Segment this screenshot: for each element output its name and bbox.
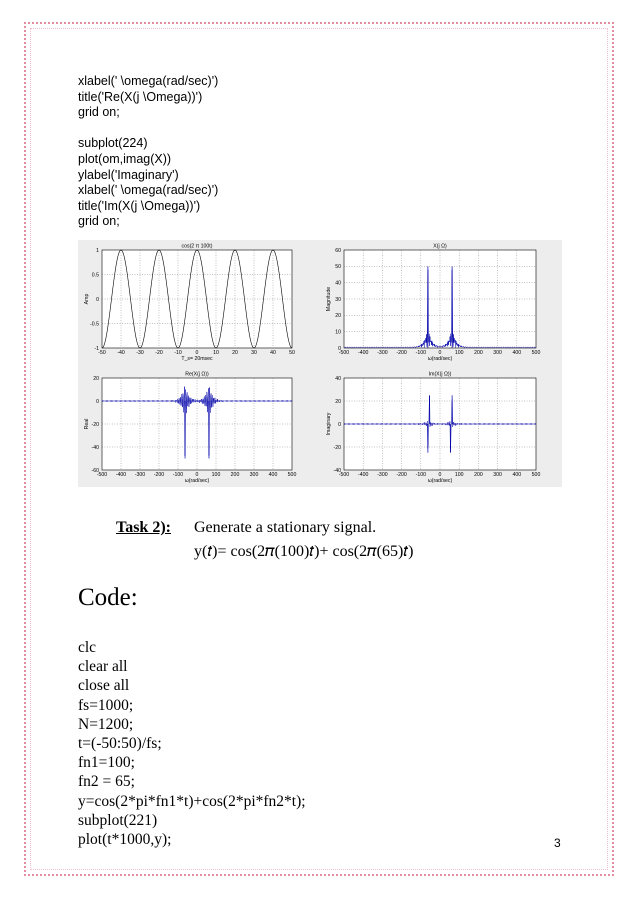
x-tick-label: -400 xyxy=(358,472,369,478)
y-tick-label: -60 xyxy=(91,467,99,474)
x-tick-label: 0 xyxy=(438,350,442,356)
plot-ylabel: Real xyxy=(84,418,90,430)
page-number: 3 xyxy=(554,836,561,850)
code-line: plot(t*1000,y); xyxy=(78,830,172,848)
x-tick-label: -10 xyxy=(174,350,182,356)
plot-title: Re(X(j Ω)) xyxy=(185,371,209,378)
task-description: Generate a stationary signal. xyxy=(194,519,377,536)
y-tick-label: 40 xyxy=(335,375,341,382)
x-tick-label: -100 xyxy=(415,350,426,356)
code-block-bottom xyxy=(78,638,306,849)
x-tick-label: -30 xyxy=(136,350,144,356)
plot-title: X(j Ω) xyxy=(433,243,447,250)
code-line: y=cos(2*pi*fn1*t)+cos(2*pi*fn2*t); xyxy=(78,792,306,810)
y-tick-label: 30 xyxy=(335,296,341,303)
x-tick-label: -400 xyxy=(115,472,127,478)
x-tick-label: -100 xyxy=(415,472,426,478)
matlab-figure xyxy=(78,240,562,487)
x-tick-label: 40 xyxy=(270,350,276,356)
plot-xlabel: ω(rad/sec) xyxy=(427,356,453,362)
x-tick-label: 0 xyxy=(195,472,199,478)
y-tick-label: 10 xyxy=(335,329,341,336)
code-heading: Code: xyxy=(78,584,138,611)
y-tick-label: 0.5 xyxy=(91,272,99,279)
y-tick-label: 20 xyxy=(93,375,99,382)
code-block-top xyxy=(78,74,218,230)
x-tick-label: 20 xyxy=(232,350,238,356)
x-tick-label: -300 xyxy=(377,350,388,356)
code-line: t=(-50:50)/fs; xyxy=(78,734,162,752)
x-tick-label: -500 xyxy=(96,472,108,478)
y-tick-label: 1 xyxy=(96,247,99,254)
x-tick-label: 400 xyxy=(512,350,522,356)
code-line: ylabel('Imaginary') xyxy=(78,167,179,182)
x-tick-label: 200 xyxy=(230,472,240,478)
y-tick-label: -1 xyxy=(94,345,99,352)
x-tick-label: 300 xyxy=(493,472,502,478)
x-tick-label: 400 xyxy=(512,472,522,478)
code-line: fn2 = 65; xyxy=(78,773,135,791)
x-tick-label: 100 xyxy=(454,350,464,356)
y-tick-label: -0.5 xyxy=(90,321,99,328)
x-tick-label: -200 xyxy=(153,472,165,478)
code-line: title('Re(X(j \Omega))') xyxy=(78,89,203,104)
y-tick-label: -40 xyxy=(333,467,341,474)
x-tick-label: 30 xyxy=(251,350,257,356)
task-equation: y(𝑡)= cos(2𝜋(100)𝑡)+ cos(2𝜋(65)𝑡) xyxy=(194,543,414,560)
x-tick-label: 500 xyxy=(531,350,541,356)
y-tick-label: 0 xyxy=(338,345,341,352)
x-tick-label: 500 xyxy=(287,472,297,478)
y-tick-label: 60 xyxy=(335,247,341,254)
code-line: fn1=100; xyxy=(78,754,135,772)
task-label: Task 2): xyxy=(116,519,171,536)
y-tick-label: 0 xyxy=(96,296,99,303)
plot-ylabel: Amp xyxy=(84,293,90,305)
code-line: clear all xyxy=(78,658,128,676)
x-tick-label: 0 xyxy=(438,472,442,478)
x-tick-label: 300 xyxy=(249,472,259,478)
code-line: xlabel(' \omega(rad/sec)') xyxy=(78,74,219,88)
code-line: grid on; xyxy=(78,214,120,229)
code-line: subplot(224) xyxy=(78,136,148,151)
figure-svg xyxy=(78,240,562,487)
x-tick-label: -200 xyxy=(396,472,407,478)
plot-ylabel: Magnitude xyxy=(326,286,332,312)
code-line: clc xyxy=(78,639,97,656)
x-tick-label: -300 xyxy=(134,472,146,478)
code-line xyxy=(78,121,218,137)
x-tick-label: 10 xyxy=(213,350,219,356)
x-tick-label: -300 xyxy=(377,472,388,478)
y-tick-label: 20 xyxy=(335,313,341,320)
plot-xlabel: ω(rad/sec) xyxy=(427,478,453,484)
code-line: plot(om,imag(X)) xyxy=(78,151,172,166)
x-tick-label: 200 xyxy=(474,472,483,478)
plot-xlabel: T_s= 20msec xyxy=(181,356,213,362)
x-tick-label: -200 xyxy=(396,350,407,356)
code-line: grid on; xyxy=(78,105,120,120)
y-tick-label: -40 xyxy=(91,444,99,451)
x-tick-label: 50 xyxy=(289,350,295,356)
x-tick-label: 300 xyxy=(493,350,502,356)
plot-title: Im(X(j Ω)) xyxy=(428,371,452,378)
code-line: xlabel(' \omega(rad/sec)') xyxy=(78,183,219,198)
code-line: title('Im(X(j \Omega))') xyxy=(78,198,201,213)
plot-ylabel: Imaginary xyxy=(326,412,332,436)
plot-xlabel: ω(rad/sec) xyxy=(184,478,210,484)
x-tick-label: -20 xyxy=(155,350,163,356)
y-tick-label: 20 xyxy=(335,398,341,405)
x-tick-label: 500 xyxy=(531,472,541,478)
x-tick-label: -50 xyxy=(98,350,106,356)
x-tick-label: -100 xyxy=(172,472,184,478)
x-tick-label: 200 xyxy=(474,350,483,356)
x-tick-label: -500 xyxy=(338,472,350,478)
code-line: N=1200; xyxy=(78,715,134,733)
x-tick-label: 0 xyxy=(195,350,199,356)
x-tick-label: 100 xyxy=(454,472,464,478)
y-tick-label: 40 xyxy=(335,280,341,287)
code-line: close all xyxy=(78,677,130,695)
y-tick-label: 50 xyxy=(335,264,341,271)
x-tick-label: 400 xyxy=(268,472,278,478)
x-tick-label: 100 xyxy=(211,472,221,478)
y-tick-label: 0 xyxy=(338,421,341,428)
y-tick-label: -20 xyxy=(91,421,99,428)
plot-title: cos(2 π 100t) xyxy=(181,243,213,250)
y-tick-label: 0 xyxy=(96,398,99,405)
code-line: fs=1000; xyxy=(78,696,134,714)
y-tick-label: -20 xyxy=(333,444,341,451)
x-tick-label: -40 xyxy=(117,350,125,356)
x-tick-label: -400 xyxy=(358,350,369,356)
x-tick-label: -500 xyxy=(338,350,350,356)
code-line: subplot(221) xyxy=(78,811,158,829)
